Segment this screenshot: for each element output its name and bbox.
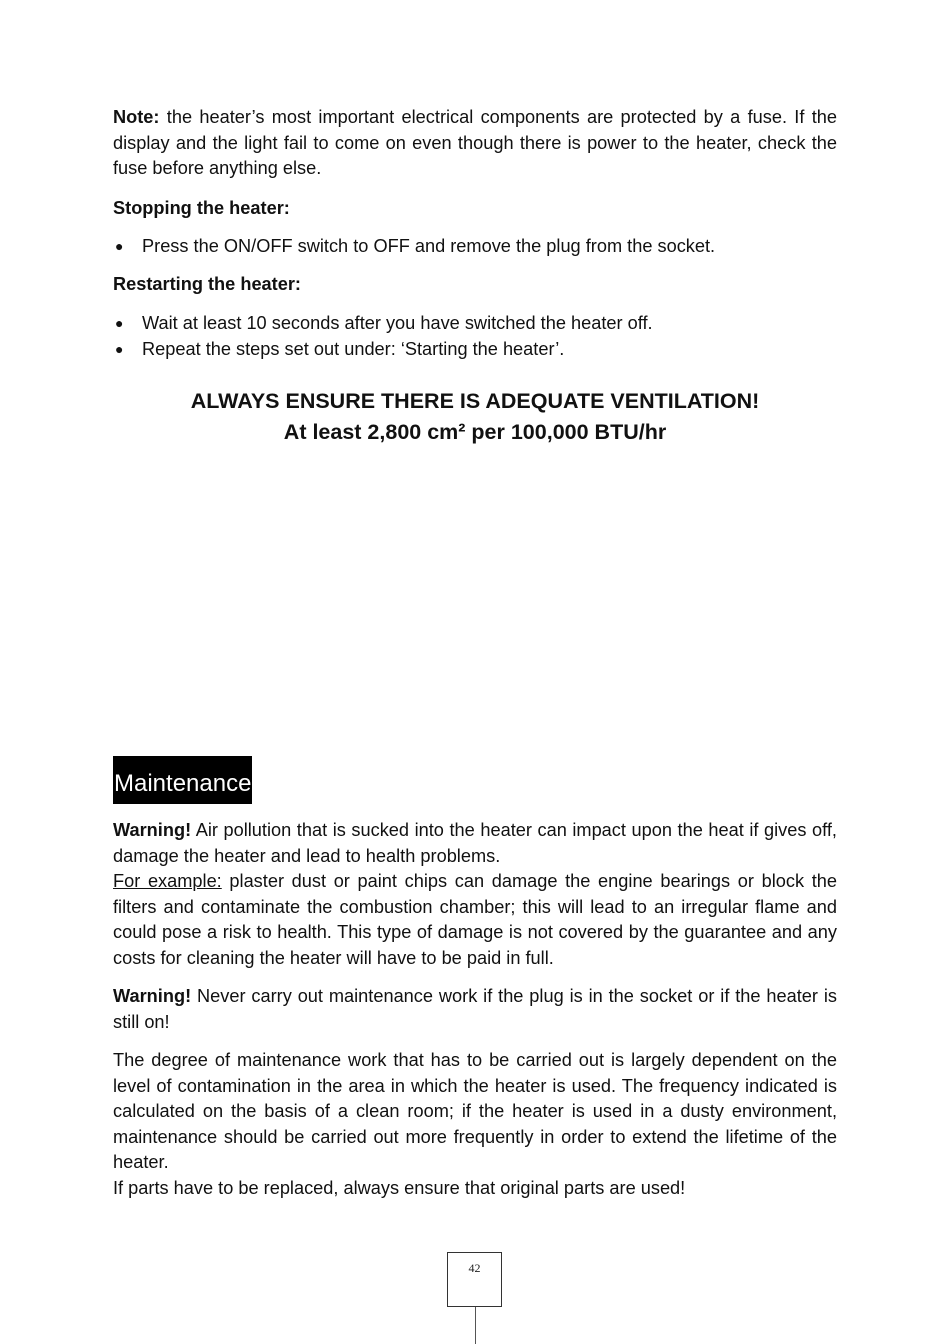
bullet-icon: ●	[115, 238, 124, 254]
list-item-text: Wait at least 10 seconds after you have switched the heater off.	[142, 313, 653, 333]
restarting-heading: Restarting the heater:	[113, 274, 301, 294]
list-item-text: Press the ON/OFF switch to OFF and remove the plug from the socket.	[142, 236, 716, 256]
page-number: 42	[468, 1261, 481, 1275]
example-text: plaster dust or paint chips can damage the engine bearings or block the filters and contaminate the combustion chamber; this will lead to an irregular flame and could pose a risk to health. This type of damage is not covered by the guarantee and any costs for cleaning the heater will have to be paid in full.	[113, 871, 837, 968]
degree-text: The degree of maintenance work that has to be carried out is largely dependent on the level of contamination in the area in which the heater is used. The frequency indicated is calculated on the basis of a clean room; if the heater is used in a dusty environment, maintenance should be carried out more frequently in order to extend the lifetime of the heater.	[113, 1050, 837, 1172]
ventilation-warning-line2: At least 2,800 cm² per 100,000 BTU/hr	[283, 420, 667, 444]
stopping-heading: Stopping the heater:	[113, 198, 290, 218]
maintenance-warning-paragraph	[113, 818, 837, 971]
list-item	[113, 337, 837, 363]
page-number-divider	[475, 1307, 476, 1344]
ventilation-warning-line1: ALWAYS ENSURE THERE IS ADEQUATE VENTILATION!	[190, 389, 760, 413]
maintenance-section-title: Maintenance	[113, 756, 252, 804]
bullet-icon: ●	[115, 315, 124, 331]
warning-text: Never carry out maintenance work if the plug is in the socket or if the heater is still on!	[113, 986, 837, 1032]
stopping-list	[113, 234, 837, 260]
page-number-box	[447, 1252, 502, 1307]
warning-label: Warning!	[113, 986, 192, 1006]
maintenance-degree-paragraph	[113, 1048, 837, 1201]
list-item	[113, 311, 837, 337]
restarting-list	[113, 311, 837, 362]
note-label: Note:	[113, 107, 160, 127]
bullet-icon: ●	[115, 340, 124, 357]
warning-text: Air pollution that is sucked into the heater can impact upon the heat if gives off, damage the heater and lead to health problems.	[113, 820, 837, 866]
list-item-text: Repeat the steps set out under: ‘Starting the heater’.	[142, 338, 565, 359]
list-item	[113, 234, 837, 260]
maintenance-warning2-paragraph	[113, 984, 837, 1035]
parts-text: If parts have to be replaced, always ensure that original parts are used!	[113, 1177, 686, 1198]
note-text: the heater’s most important electrical components are protected by a fuse. If the display and the light fail to come on even though there is power to the heater, check the fuse before anything else.	[113, 107, 837, 178]
example-label: For example:	[113, 871, 222, 891]
warning-label: Warning!	[113, 820, 192, 840]
note-paragraph	[113, 105, 837, 182]
